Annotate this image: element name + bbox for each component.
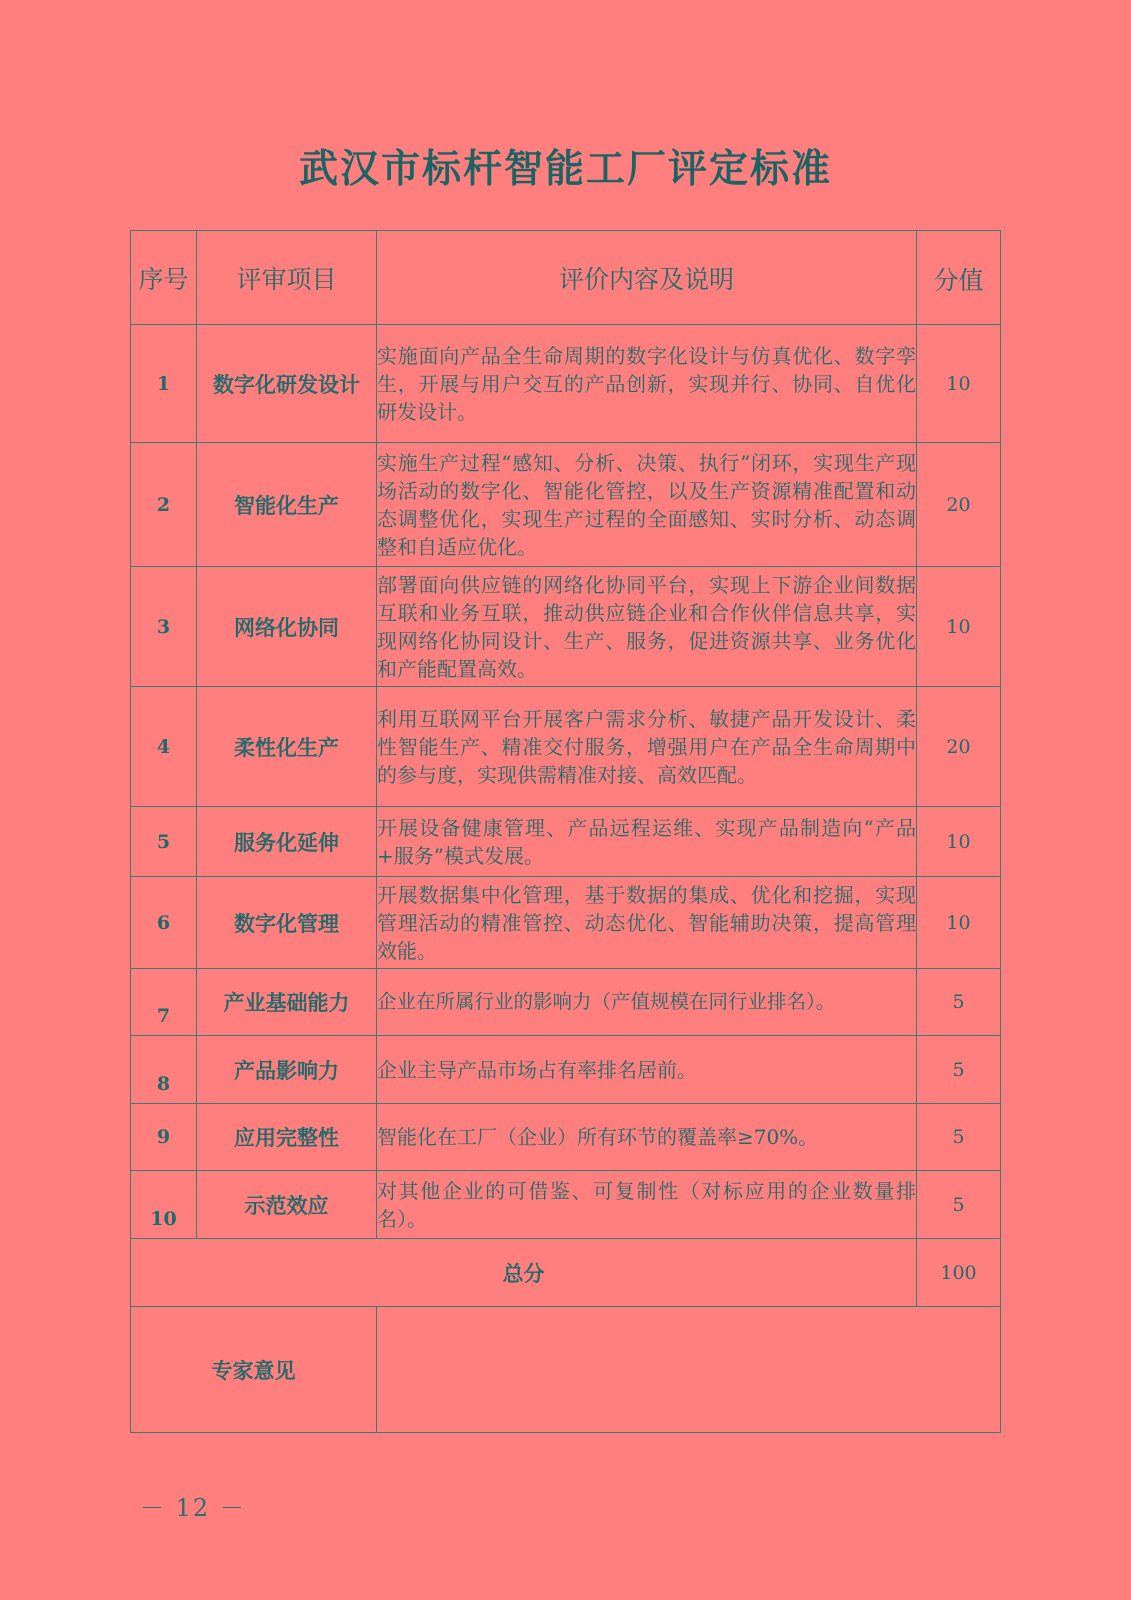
row-item: 柔性化生产 (197, 687, 377, 807)
row-item: 产品影响力 (197, 1036, 377, 1104)
row-item: 产业基础能力 (197, 969, 377, 1036)
row-seq: 4 (131, 687, 197, 807)
table-row (131, 1036, 1001, 1104)
total-row (131, 1239, 1001, 1307)
expert-row (131, 1307, 1001, 1433)
row-item: 示范效应 (197, 1171, 377, 1239)
row-score: 10 (917, 325, 1001, 443)
row-content: 企业主导产品市场占有率排名居前。 (377, 1036, 917, 1104)
evaluation-table (130, 230, 1001, 1433)
row-item: 应用完整性 (197, 1104, 377, 1171)
table-row (131, 687, 1001, 807)
row-seq: 10 (131, 1171, 197, 1239)
row-seq: 5 (131, 807, 197, 877)
row-seq: 2 (131, 443, 197, 567)
row-seq: 6 (131, 877, 197, 969)
row-score: 10 (917, 567, 1001, 687)
header-seq: 序号 (131, 231, 197, 325)
row-score: 20 (917, 687, 1001, 807)
header-score: 分值 (917, 231, 1001, 325)
table-row (131, 325, 1001, 443)
table-row (131, 877, 1001, 969)
row-content: 实施面向产品全生命周期的数字化设计与仿真优化、数字孪生，开展与用户交互的产品创新，实现并行、协同、自优化研发设计。 (377, 325, 917, 443)
row-score: 10 (917, 807, 1001, 877)
expert-label: 专家意见 (131, 1307, 377, 1433)
page-number: － 12 － (140, 1494, 246, 1522)
header-item: 评审项目 (197, 231, 377, 325)
row-score: 5 (917, 1104, 1001, 1171)
row-content: 利用互联网平台开展客户需求分析、敏捷产品开发设计、柔性智能生产、精准交付服务，增强用户在产品全生命周期中的参与度，实现供需精准对接、高效匹配。 (377, 687, 917, 807)
row-content: 企业在所属行业的影响力（产值规模在同行业排名）。 (377, 969, 917, 1036)
table-row (131, 969, 1001, 1036)
table-row (131, 1104, 1001, 1171)
row-item: 智能化生产 (197, 443, 377, 567)
total-score: 100 (917, 1239, 1001, 1307)
row-score: 5 (917, 1036, 1001, 1104)
row-content: 部署面向供应链的网络化协同平台，实现上下游企业间数据互联和业务互联，推动供应链企业和合作伙伴信息共享，实现网络化协同设计、生产、服务，促进资源共享、业务优化和产能配置高效。 (377, 567, 917, 687)
row-seq: 3 (131, 567, 197, 687)
row-seq: 8 (131, 1036, 197, 1104)
row-score: 5 (917, 969, 1001, 1036)
table-header-row (131, 231, 1001, 325)
row-item: 服务化延伸 (197, 807, 377, 877)
table-row (131, 807, 1001, 877)
row-score: 20 (917, 443, 1001, 567)
row-score: 5 (917, 1171, 1001, 1239)
row-content: 对其他企业的可借鉴、可复制性（对标应用的企业数量排名）。 (377, 1171, 917, 1239)
row-item: 网络化协同 (197, 567, 377, 687)
row-item: 数字化管理 (197, 877, 377, 969)
row-content: 开展设备健康管理、产品远程运维、实现产品制造向“产品+服务”模式发展。 (377, 807, 917, 877)
row-content: 开展数据集中化管理，基于数据的集成、优化和挖掘，实现管理活动的精准管控、动态优化、智能辅助决策，提高管理效能。 (377, 877, 917, 969)
page-title: 武汉市标杆智能工厂评定标准 (298, 146, 832, 192)
row-content: 实施生产过程“感知、分析、决策、执行”闭环，实现生产现场活动的数字化、智能化管控，以及生产资源精准配置和动态调整优化，实现生产过程的全面感知、实时分析、动态调整和自适应优化。 (377, 443, 917, 567)
row-item: 数字化研发设计 (197, 325, 377, 443)
row-content: 智能化在工厂（企业）所有环节的覆盖率≥70%。 (377, 1104, 917, 1171)
table-row (131, 1171, 1001, 1239)
expert-opinion-field (377, 1307, 1001, 1433)
header-content: 评价内容及说明 (377, 231, 917, 325)
table-row (131, 567, 1001, 687)
row-score: 10 (917, 877, 1001, 969)
table-row (131, 443, 1001, 567)
row-seq: 7 (131, 969, 197, 1036)
row-seq: 1 (131, 325, 197, 443)
total-label: 总分 (131, 1239, 917, 1307)
row-seq: 9 (131, 1104, 197, 1171)
